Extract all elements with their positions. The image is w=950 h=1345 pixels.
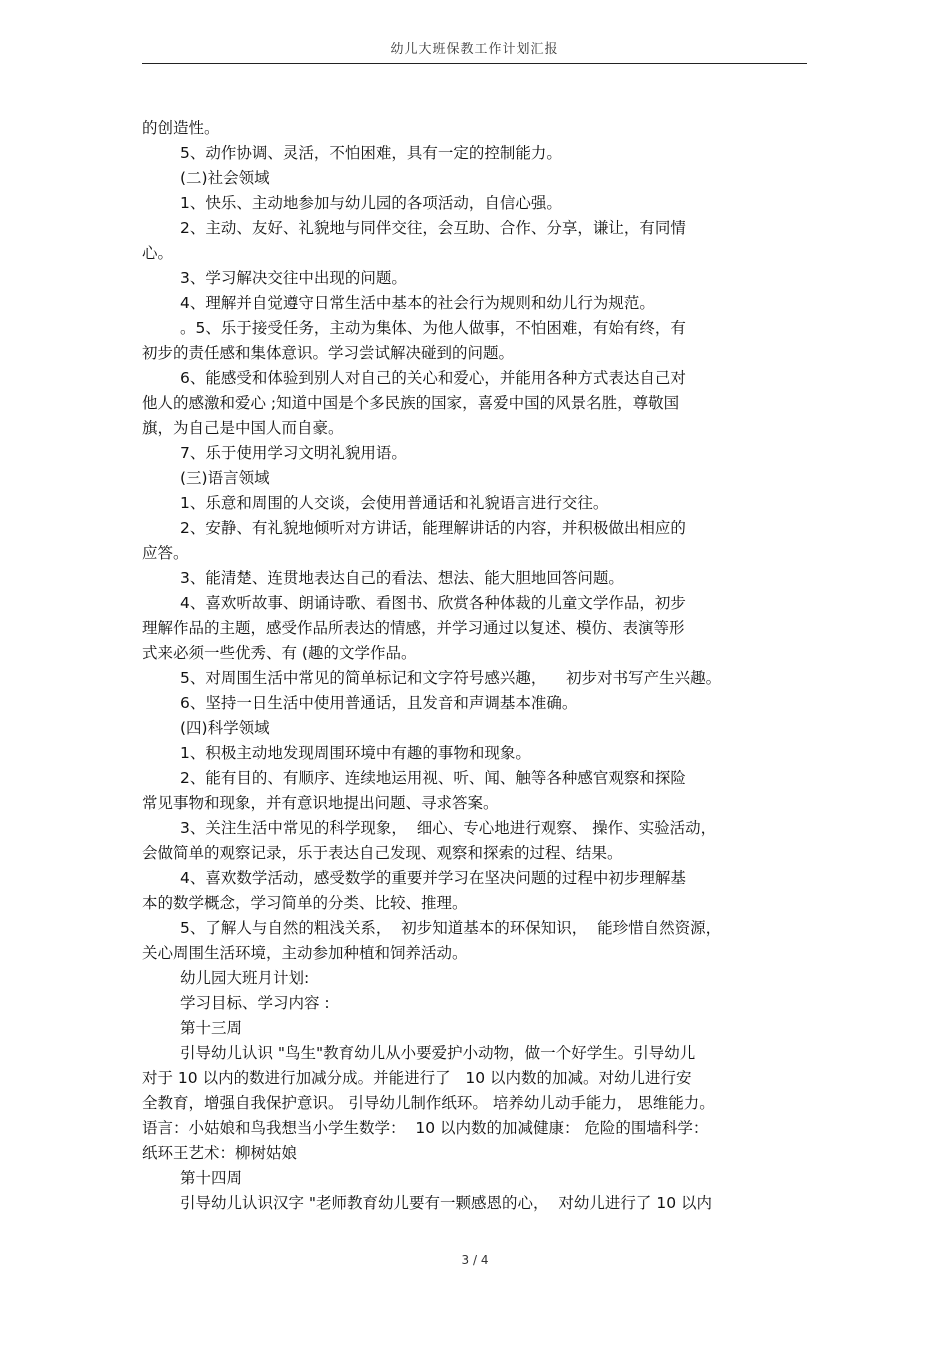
text-line: 旗，为自己是中国人而自豪。 <box>142 419 344 437</box>
text-line: 5、动作协调、灵活，不怕困难，具有一定的控制能力。 <box>180 144 562 162</box>
text-line: 5、对周围生活中常见的简单标记和文字符号感兴趣， 初步对书写产生兴趣。 <box>180 669 722 687</box>
text-line: 对于 10 以内的数进行加减分成。并能进行了 10 以内数的加减。对幼儿进行安 <box>142 1069 692 1087</box>
text-line: 会做简单的观察记录，乐于表达自己发现、观察和探索的过程、结果。 <box>142 844 623 862</box>
page-number: 3 / 4 <box>461 1253 489 1267</box>
text-line: 6、能感受和体验到别人对自己的关心和爱心，并能用各种方式表达自己对 <box>180 369 686 387</box>
text-line: 式来必须一些优秀、有 (趣的文学作品。 <box>142 644 417 662</box>
text-line: 1、快乐、主动地参加与幼儿园的各项活动，自信心强。 <box>180 194 562 212</box>
text-line: 3、学习解决交往中出现的问题。 <box>180 269 407 287</box>
text-line: 1、乐意和周围的人交谈，会使用普通话和礼貌语言进行交往。 <box>180 494 609 512</box>
text-line: 他人的感激和爱心 ;知道中国是个多民族的国家，喜爱中国的风景名胜，尊敬国 <box>142 394 680 412</box>
text-line: 初步的责任感和集体意识。学习尝试解决碰到的问题。 <box>142 344 515 362</box>
text-line: 第十三周 <box>180 1019 243 1037</box>
text-line: (二)社会领域 <box>180 169 270 187</box>
page-header-title: 幼儿大班保教工作计划汇报 <box>390 42 559 57</box>
text-line: 第十四周 <box>180 1169 243 1187</box>
text-line: 理解作品的主题，感受作品所表达的情感，并学习通过以复述、模仿、表演等形 <box>142 619 685 637</box>
text-line: 3、能清楚、连贯地表达自己的看法、想法、能大胆地回答问题。 <box>180 569 624 587</box>
text-line: 3、关注生活中常见的科学现象， 细心、专心地进行观察、 操作、实验活动， <box>180 819 717 837</box>
text-line: 语言：小姑娘和鸟我想当小学生数学： 10 以内数的加减健康： 危险的围墙科学： <box>142 1119 709 1137</box>
text-line: 1、积极主动地发现周围环境中有趣的事物和现象。 <box>180 744 531 762</box>
text-line: 4、喜欢听故事、朗诵诗歌、看图书、欣赏各种体裁的儿童文学作品，初步 <box>180 594 686 612</box>
text-line: 7、乐于使用学习文明礼貌用语。 <box>180 444 407 462</box>
text-line: (三)语言领域 <box>180 469 270 487</box>
document-body <box>142 116 807 1216</box>
text-line: 5、了解人与自然的粗浅关系， 初步知道基本的环保知识， 能珍惜自然资源， <box>180 919 722 937</box>
text-line: 学习目标、学习内容 : <box>180 994 330 1012</box>
text-line: 引导幼儿认识汉字 "老师教育幼儿要有一颗感恩的心， 对幼儿进行了 10 以内 <box>180 1194 712 1212</box>
text-line: 的创造性。 <box>142 119 220 137</box>
text-line: 。5、乐于接受任务，主动为集体、为他人做事，不怕困难，有始有终，有 <box>180 319 686 337</box>
text-line: 2、能有目的、有顺序、连续地运用视、听、闻、触等各种感官观察和探险 <box>180 769 686 787</box>
text-line: 引导幼儿认识 "鸟生"教育幼儿从小要爱护小动物，做一个好学生。引导幼儿 <box>180 1044 696 1062</box>
text-line: 4、喜欢数学活动，感受数学的重要并学习在坚决问题的过程中初步理解基 <box>180 869 686 887</box>
text-line: 全教育，增强自我保护意识。 引导幼儿制作纸环。 培养幼儿动手能力， 思维能力。 <box>142 1094 715 1112</box>
text-line: 心。 <box>142 244 174 262</box>
text-line: 2、安静、有礼貌地倾听对方讲话，能理解讲话的内容，并积极做出相应的 <box>180 519 686 537</box>
text-line: 本的数学概念，学习简单的分类、比较、推理。 <box>142 894 468 912</box>
text-line: 4、理解并自觉遵守日常生活中基本的社会行为规则和幼儿行为规范。 <box>180 294 655 312</box>
text-line: 应答。 <box>142 544 189 562</box>
text-line: 纸环王艺术：柳树姑娘 <box>142 1144 298 1162</box>
text-line: 关心周围生活环境，主动参加种植和饲养活动。 <box>142 944 468 962</box>
header-rule <box>142 63 807 64</box>
text-line: 6、坚持一日生活中使用普通话，且发音和声调基本准确。 <box>180 694 578 712</box>
text-line: (四)科学领域 <box>180 719 270 737</box>
text-line: 幼儿园大班月计划: <box>180 969 310 987</box>
text-line: 2、主动、友好、礼貌地与同伴交往，会互助、合作、分享，谦让，有同情 <box>180 219 686 237</box>
text-line: 常见事物和现象，并有意识地提出问题、寻求答案。 <box>142 794 499 812</box>
